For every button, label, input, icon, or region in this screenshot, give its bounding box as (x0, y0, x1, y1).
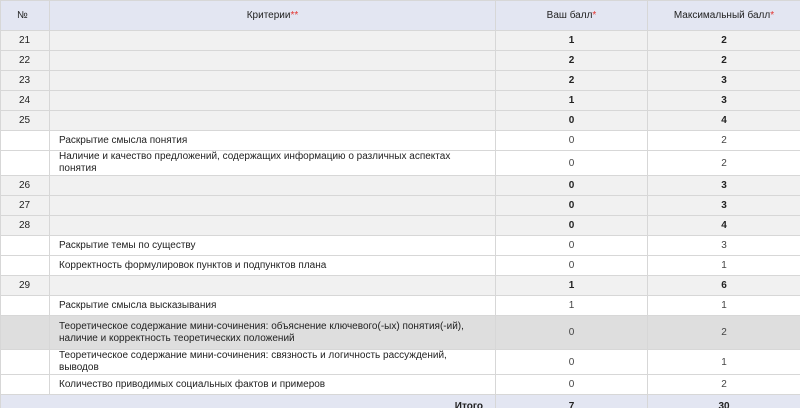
total-your-score: 7 (496, 395, 648, 408)
header-max-score-mark: * (770, 10, 775, 21)
criterion-text: Теоретическое содержание мини-сочинения: объяснение ключевого(-ых) понятия(-ий), наличие и корректность теоретических положений (50, 316, 496, 350)
your-score: 1 (496, 31, 648, 51)
your-score: 0 (496, 151, 648, 176)
total-label: Итого (1, 395, 496, 408)
header-max-score-label: Максимальный балл (673, 10, 771, 21)
table-footer (1, 395, 800, 408)
your-score: 1 (496, 296, 648, 316)
your-score: 0 (496, 216, 648, 236)
max-score: 6 (648, 276, 800, 296)
header-max-score (648, 1, 800, 31)
criterion-text: Раскрытие смысла высказывания (50, 296, 496, 316)
max-score: 2 (648, 151, 800, 176)
max-score: 2 (648, 131, 800, 151)
max-score: 3 (648, 91, 800, 111)
max-score: 3 (648, 196, 800, 216)
total-max-score: 30 (648, 395, 800, 408)
task-number (1, 151, 50, 176)
total-row (1, 395, 800, 408)
table-subrow-highlighted (1, 316, 800, 350)
task-number: 26 (1, 176, 50, 196)
task-number: 22 (1, 51, 50, 71)
table-row (1, 51, 800, 71)
table-subrow (1, 131, 800, 151)
criterion-text (50, 276, 496, 296)
your-score: 2 (496, 71, 648, 91)
table-subrow (1, 256, 800, 276)
table-row (1, 216, 800, 236)
criterion-text (50, 31, 496, 51)
max-score: 3 (648, 236, 800, 256)
max-score: 3 (648, 71, 800, 91)
header-criteria-label: Критерии (246, 10, 291, 21)
table-subrow (1, 236, 800, 256)
criterion-text: Теоретическое содержание мини-сочинения: связность и логичность рассуждений, выводов (50, 350, 496, 375)
task-number (1, 296, 50, 316)
criterion-text (50, 111, 496, 131)
task-number (1, 236, 50, 256)
criterion-text (50, 71, 496, 91)
table-row (1, 111, 800, 131)
criterion-text (50, 216, 496, 236)
table-row (1, 196, 800, 216)
task-number: 23 (1, 71, 50, 91)
header-row (1, 1, 800, 31)
table-row (1, 71, 800, 91)
your-score: 2 (496, 51, 648, 71)
task-number: 28 (1, 216, 50, 236)
your-score: 0 (496, 375, 648, 395)
criterion-text (50, 176, 496, 196)
table-row (1, 176, 800, 196)
header-criteria (50, 1, 496, 31)
max-score: 4 (648, 111, 800, 131)
your-score: 0 (496, 236, 648, 256)
task-number (1, 375, 50, 395)
table-body (1, 31, 800, 395)
max-score: 3 (648, 176, 800, 196)
task-number: 24 (1, 91, 50, 111)
task-number (1, 316, 50, 350)
table-row (1, 91, 800, 111)
table-row (1, 276, 800, 296)
max-score: 2 (648, 375, 800, 395)
task-number: 21 (1, 31, 50, 51)
max-score: 1 (648, 350, 800, 375)
your-score: 0 (496, 131, 648, 151)
header-your-score-label: Ваш балл (546, 10, 593, 21)
table-subrow (1, 296, 800, 316)
max-score: 2 (648, 316, 800, 350)
your-score: 0 (496, 316, 648, 350)
table-row (1, 31, 800, 51)
criterion-text (50, 91, 496, 111)
header-num: № (1, 1, 50, 31)
task-number (1, 350, 50, 375)
max-score: 1 (648, 256, 800, 276)
your-score: 0 (496, 176, 648, 196)
table-subrow (1, 350, 800, 375)
header-criteria-mark: ** (290, 10, 299, 21)
header-your-score (496, 1, 648, 31)
your-score: 1 (496, 276, 648, 296)
header-your-score-mark: * (592, 10, 597, 21)
task-number (1, 131, 50, 151)
criterion-text: Раскрытие смысла понятия (50, 131, 496, 151)
max-score: 2 (648, 31, 800, 51)
table-subrow (1, 151, 800, 176)
task-number: 25 (1, 111, 50, 131)
task-number: 27 (1, 196, 50, 216)
criterion-text: Корректность формулировок пунктов и подпунктов плана (50, 256, 496, 276)
max-score: 4 (648, 216, 800, 236)
task-number: 29 (1, 276, 50, 296)
max-score: 2 (648, 51, 800, 71)
criterion-text: Количество приводимых социальных фактов и примеров (50, 375, 496, 395)
your-score: 0 (496, 256, 648, 276)
your-score: 0 (496, 196, 648, 216)
task-number (1, 256, 50, 276)
max-score: 1 (648, 296, 800, 316)
criterion-text (50, 196, 496, 216)
your-score: 1 (496, 91, 648, 111)
criterion-text (50, 51, 496, 71)
table-subrow (1, 375, 800, 395)
your-score: 0 (496, 111, 648, 131)
table-header (1, 1, 800, 31)
your-score: 0 (496, 350, 648, 375)
criterion-text: Наличие и качество предложений, содержащих информацию о различных аспектах понятия (50, 151, 496, 176)
criterion-text: Раскрытие темы по существу (50, 236, 496, 256)
